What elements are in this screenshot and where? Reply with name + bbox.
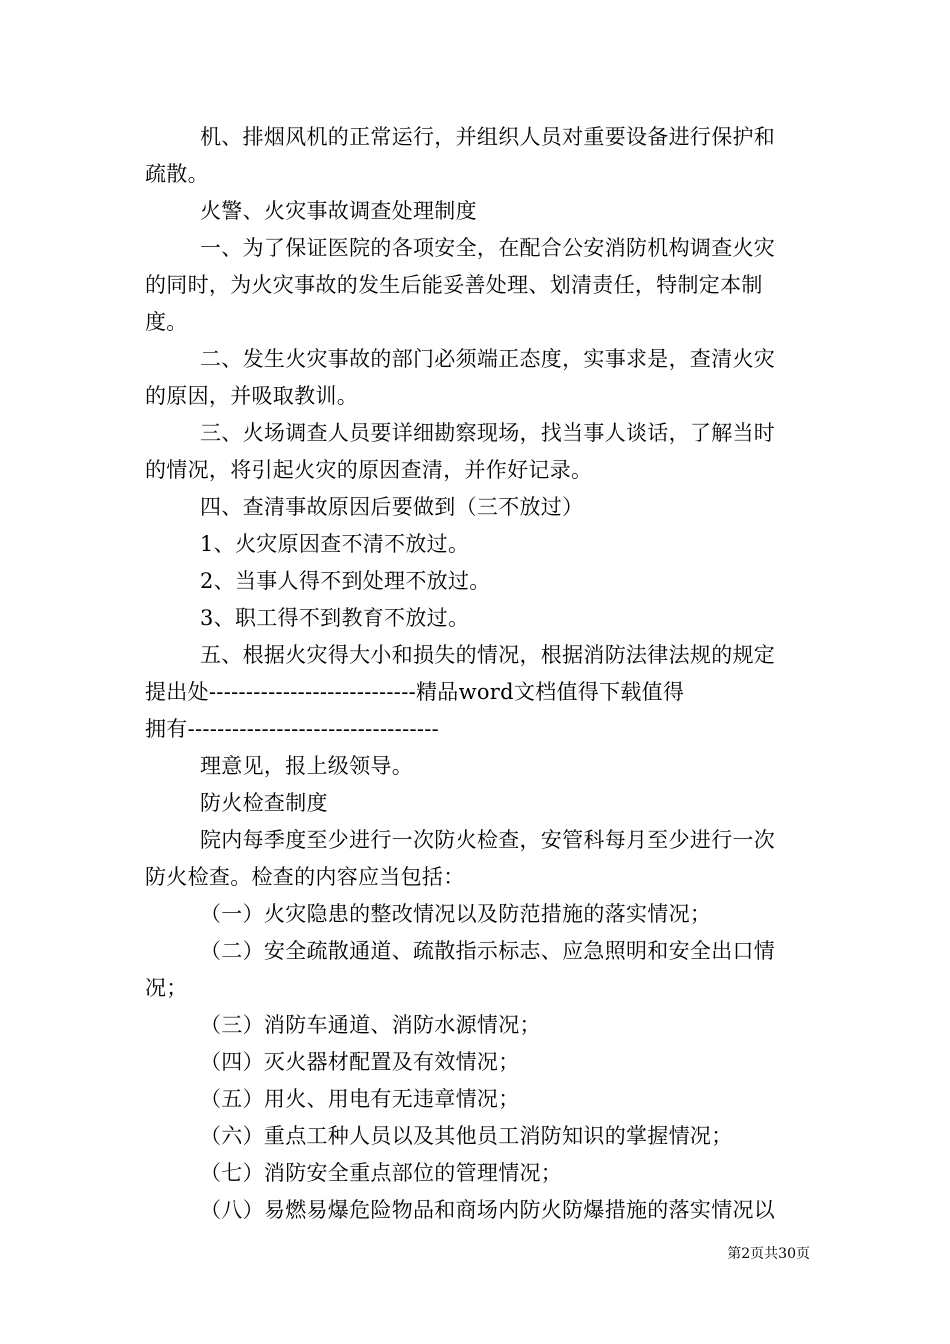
paragraph-line: 二、发生火灾事故的部门必须端正态度，实事求是，查清火灾	[200, 347, 776, 371]
paragraph-line: 疏散。	[145, 162, 209, 186]
list-item: （八）易燃易爆危险物品和商场内防火防爆措施的落实情况以	[200, 1198, 776, 1222]
paragraph-line: 理意见，报上级领导。	[200, 754, 413, 778]
paragraph-line: 的同时，为火灾事故的发生后能妥善处理、划清责任，特制定本制	[145, 273, 763, 297]
list-item: （四）灭火器材配置及有效情况；	[200, 1050, 520, 1074]
paragraph-line: 机、排烟风机的正常运行，并组织人员对重要设备进行保护和	[200, 125, 776, 149]
paragraph-line: 的情况，将引起火灾的原因查清，并作好记录。	[145, 458, 593, 482]
list-item: 况；	[145, 976, 188, 1000]
paragraph-line: 度。	[145, 310, 188, 334]
list-item: 2、当事人得不到处理不放过。	[200, 569, 491, 593]
list-item: （五）用火、用电有无违章情况；	[200, 1087, 520, 1111]
section-heading: 火警、火灾事故调查处理制度	[200, 199, 477, 223]
paragraph-line: 防火检查。检查的内容应当包括：	[145, 865, 465, 889]
page-number: 第2页共30页	[727, 1246, 810, 1262]
list-item: （一）火灾隐患的整改情况以及防范措施的落实情况；	[200, 902, 712, 926]
paragraph-line: 拥有----------------------------------	[145, 717, 440, 741]
list-item: （二）安全疏散通道、疏散指示标志、应急照明和安全出口情	[200, 939, 776, 963]
paragraph-line: 院内每季度至少进行一次防火检查，安管科每月至少进行一次	[200, 828, 776, 852]
list-item: （三）消防车通道、消防水源情况；	[200, 1013, 541, 1037]
paragraph-line: 提出处----------------------------精品word文档值得下载值得	[145, 680, 685, 704]
paragraph-line: 四、查清事故原因后要做到（三不放过）	[200, 495, 584, 519]
list-item: （六）重点工种人员以及其他员工消防知识的掌握情况；	[200, 1124, 733, 1148]
list-item: 1、火灾原因查不清不放过。	[200, 532, 470, 556]
paragraph-line: 一、为了保证医院的各项安全，在配合公安消防机构调查火灾	[200, 236, 776, 260]
section-heading: 防火检查制度	[200, 791, 328, 815]
paragraph-line: 的原因，并吸取教训。	[145, 384, 358, 408]
paragraph-line: 三、火场调查人员要详细勘察现场，找当事人谈话，了解当时	[200, 421, 776, 445]
list-item: 3、职工得不到教育不放过。	[200, 606, 470, 630]
paragraph-line: 五、根据火灾得大小和损失的情况，根据消防法律法规的规定	[200, 643, 776, 667]
list-item: （七）消防安全重点部位的管理情况；	[200, 1161, 563, 1185]
